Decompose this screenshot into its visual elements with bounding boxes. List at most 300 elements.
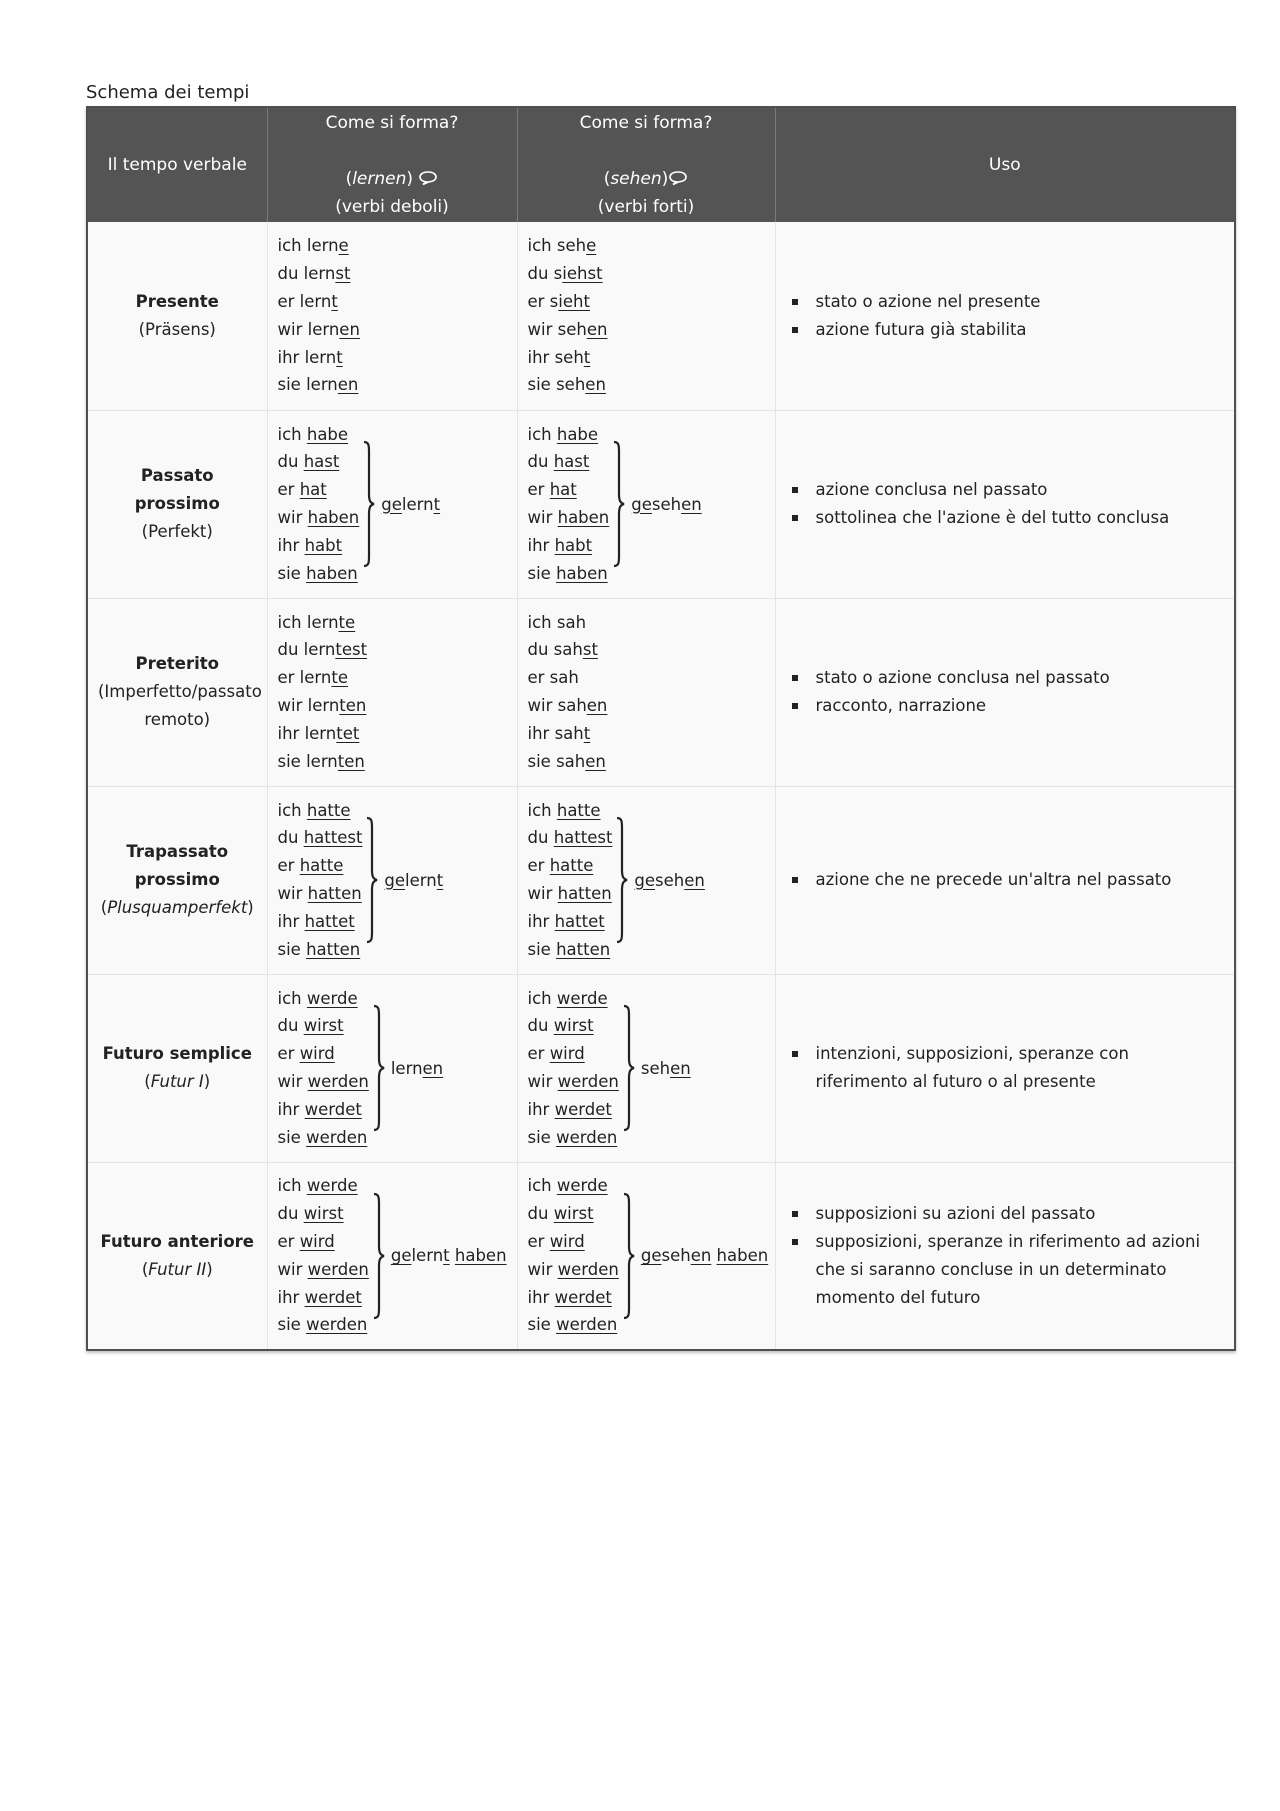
conjugation-block: [278, 232, 507, 399]
conjugation-list: [278, 421, 360, 588]
underlined-ending: haben: [307, 508, 360, 527]
conjugation-line: [278, 344, 360, 372]
underlined-ending: hatten: [306, 939, 361, 959]
underlined-ending: t: [331, 291, 338, 311]
text-segment: er lern: [277, 291, 332, 311]
tense-german-name: (Futur II): [141, 1259, 213, 1279]
text-segment: wir: [527, 1259, 558, 1279]
text-segment: er: [527, 1044, 550, 1064]
conjugation-block: [278, 985, 507, 1152]
underlined-ending: t: [436, 870, 444, 890]
text-segment: wir sah: [527, 696, 587, 715]
underlined-ending: st: [335, 264, 351, 284]
text-segment: sie: [277, 563, 307, 583]
underlined-ending: werde: [556, 1176, 608, 1196]
text-segment: wir lern: [277, 319, 340, 339]
participle-form: [391, 1246, 507, 1265]
conjugation-line: [278, 421, 360, 449]
text-segment: ich: [277, 988, 307, 1008]
underlined-ending: werden: [557, 1072, 619, 1091]
weak-conjugation-cell: [267, 974, 517, 1162]
underlined-ending: wirst: [303, 1016, 344, 1036]
conjugation-line: [528, 1124, 619, 1152]
underlined-ending: haben: [556, 563, 608, 583]
conjugation-line: [528, 936, 613, 964]
conjugation-list: [278, 985, 369, 1152]
weak-conjugation-cell: [267, 598, 517, 786]
underlined-ending: haben: [557, 508, 610, 527]
usage-cell: [775, 1162, 1235, 1350]
conjugation-line: [528, 1012, 619, 1040]
conjugation-block: [278, 797, 507, 964]
underlined-ending: habe: [306, 424, 349, 444]
conjugation-list: [528, 421, 610, 588]
text-segment: ihr: [527, 1287, 555, 1307]
underlined-ending: ge: [390, 1246, 412, 1266]
conjugation-block: [528, 421, 765, 588]
curly-brace-icon: [363, 440, 375, 568]
underlined-ending: werde: [306, 1176, 358, 1196]
underlined-ending: wird: [549, 1044, 585, 1064]
underlined-ending: werden: [307, 1072, 369, 1091]
conjugation-line: [528, 908, 613, 936]
usage-item: stato o azione nel presente: [790, 288, 1225, 316]
text-segment: er: [527, 856, 550, 876]
text-segment: ich lern: [277, 236, 339, 256]
conjugation-line: [278, 985, 369, 1013]
conjugation-block: [528, 609, 765, 776]
underlined-ending: ieh: [558, 291, 584, 311]
conjugation-line: [278, 1068, 369, 1096]
curly-brace-icon: [613, 440, 625, 568]
tense-name-cell: [87, 1162, 267, 1350]
usage-item: stato o azione conclusa nel passato: [790, 664, 1225, 692]
underlined-ending: en: [339, 319, 360, 339]
underlined-ending: hatten: [307, 884, 362, 903]
text-segment: du: [277, 1204, 304, 1224]
conjugation-line: [278, 1256, 369, 1284]
underlined-ending: hatte: [549, 856, 594, 876]
tense-german-name: (Perfekt): [141, 522, 213, 541]
participle-form: [391, 1059, 443, 1078]
text-segment: ich lern: [277, 612, 339, 632]
conjugation-line: [528, 1228, 619, 1256]
conjugation-line: [528, 504, 610, 532]
conjugation-line: [528, 260, 608, 288]
conjugation-line: [528, 609, 608, 637]
conjugation-line: [528, 797, 613, 825]
conjugation-line: [278, 232, 360, 260]
text-segment: ich: [527, 800, 557, 820]
usage-item: racconto, narrazione: [790, 692, 1225, 720]
text-segment: du: [527, 828, 554, 848]
text-segment: er s: [527, 291, 559, 311]
text-segment: sie: [277, 939, 307, 959]
underlined-ending: werdet: [304, 1287, 362, 1307]
conjugation-line: [278, 748, 368, 776]
tense-name: Futuro anteriore: [100, 1231, 254, 1251]
conjugation-line: [528, 636, 608, 664]
conjugation-line: [278, 908, 363, 936]
conjugation-line: [528, 852, 613, 880]
participle-form: [634, 871, 704, 890]
conjugation-line: [528, 421, 610, 449]
underlined-ending: hast: [303, 452, 340, 472]
strong-conjugation-cell: [517, 1162, 775, 1350]
underlined-ending: hast: [553, 452, 590, 472]
underlined-ending: werdet: [554, 1287, 612, 1307]
strong-conjugation-cell: [517, 598, 775, 786]
underlined-ending: hatten: [556, 939, 611, 959]
usage-list: [786, 1200, 1225, 1311]
underlined-ending: en: [684, 870, 705, 890]
usage-item: supposizioni su azioni del passato: [790, 1200, 1225, 1228]
underlined-ending: en: [585, 751, 606, 771]
text-segment: wir: [277, 884, 308, 903]
underlined-ending: hat: [549, 480, 577, 500]
conjugation-line: [528, 748, 608, 776]
text-segment: ihr: [277, 911, 305, 931]
text-segment: ich: [277, 800, 307, 820]
underlined-ending: t: [583, 723, 591, 743]
strong-conjugation-cell: [517, 786, 775, 974]
conjugation-block: [528, 797, 765, 964]
underlined-ending: werdet: [304, 1099, 362, 1119]
usage-cell: [775, 222, 1235, 410]
text-segment: ihr lern: [277, 347, 337, 367]
underlined-ending: e: [338, 236, 349, 256]
conjugation-block: [278, 1172, 507, 1339]
underlined-ending: en: [690, 1246, 712, 1266]
weak-conjugation-cell: [267, 1162, 517, 1350]
participle-form: [641, 1246, 768, 1265]
conjugation-line: [528, 1256, 619, 1284]
underlined-ending: wirst: [303, 1204, 344, 1224]
tense-name-cell: [87, 410, 267, 598]
text-segment: lern: [411, 1246, 444, 1266]
text-segment: ich sah: [527, 612, 587, 632]
text-segment: du: [527, 1016, 554, 1036]
tense-name-cell: [87, 974, 267, 1162]
conjugation-list: [528, 1172, 619, 1339]
conjugation-line: [278, 692, 368, 720]
text-segment: ihr: [527, 911, 555, 931]
underlined-ending: hattet: [554, 911, 605, 931]
conjugation-line: [528, 880, 613, 908]
usage-list: [786, 866, 1225, 894]
tense-name: Futuro semplice: [102, 1044, 252, 1063]
strong-conjugation-cell: [517, 410, 775, 598]
text-segment: du: [527, 1204, 554, 1224]
underlined-ending: en: [585, 375, 606, 395]
underlined-ending: werdet: [554, 1099, 612, 1119]
conjugation-list: [278, 609, 368, 776]
underlined-ending: t: [336, 347, 343, 367]
conjugation-line: [528, 448, 610, 476]
conjugation-line: [528, 1284, 619, 1312]
speech-bubble-icon[interactable]: [668, 170, 688, 186]
conjugation-line: [278, 1311, 369, 1339]
text-segment: wir: [527, 508, 558, 527]
underlined-ending: en: [337, 375, 359, 395]
header-strong-line1: Come si forma?: [579, 113, 713, 133]
tense-name-cell: [87, 598, 267, 786]
underlined-ending: test: [335, 640, 368, 660]
strong-conjugation-cell: [517, 222, 775, 410]
text-segment: lern: [405, 870, 437, 890]
underlined-ending: en: [586, 696, 608, 715]
table-body: [87, 222, 1235, 1350]
text-segment: wir: [277, 508, 308, 527]
underlined-ending: t: [443, 1246, 450, 1266]
text-segment: ihr: [527, 535, 555, 555]
underlined-ending: haben: [306, 563, 358, 583]
participle-form: [381, 495, 440, 514]
underlined-ending: st: [582, 640, 598, 660]
text-segment: lern: [401, 494, 434, 514]
conjugation-line: [528, 371, 608, 399]
conjugation-block: [278, 609, 507, 776]
usage-item: intenzioni, supposizioni, speranze con riferimento al futuro o al presente: [790, 1040, 1225, 1096]
conjugation-line: [278, 1200, 369, 1228]
participle-form: [641, 1059, 691, 1078]
conjugation-line: [528, 1068, 619, 1096]
conjugation-line: [278, 797, 363, 825]
participle-form: [631, 495, 701, 514]
conjugation-line: [278, 532, 360, 560]
underlined-ending: en: [681, 494, 702, 514]
underlined-ending: wird: [299, 1231, 335, 1251]
text-segment: sie lern: [277, 375, 338, 395]
underlined-ending: wird: [299, 1044, 335, 1064]
conjugation-line: [278, 720, 368, 748]
conjugation-line: [278, 1040, 369, 1068]
weak-conjugation-cell: [267, 410, 517, 598]
text-segment: sie sah: [527, 751, 586, 771]
usage-list: [786, 476, 1225, 532]
text-segment: ihr sah: [527, 723, 584, 743]
usage-cell: [775, 974, 1235, 1162]
underlined-ending: hatten: [557, 884, 612, 903]
underlined-ending: hattest: [553, 828, 613, 848]
header-weak-verbs: Come si forma? (lernen) (verbi deboli): [267, 107, 517, 222]
text-segment: ihr: [527, 1099, 555, 1119]
table-row: [87, 1162, 1235, 1350]
underlined-ending: haben: [454, 1246, 507, 1266]
text-segment: du lern: [277, 640, 336, 660]
underlined-ending: werden: [306, 1127, 368, 1147]
tense-german-name: (Präsens): [138, 319, 216, 339]
text-segment: du sah: [527, 640, 583, 660]
text-segment: du: [527, 452, 554, 472]
underlined-ending: wirst: [553, 1204, 594, 1224]
underlined-ending: ge: [384, 870, 406, 890]
usage-list: [786, 664, 1225, 720]
header-tense: Il tempo verbale: [87, 107, 267, 222]
underlined-ending: st: [587, 264, 603, 284]
weak-conjugation-cell: [267, 222, 517, 410]
conjugation-list: [528, 609, 608, 776]
tense-german-name: (Plusquamperfekt): [100, 898, 254, 917]
usage-list: [786, 288, 1225, 344]
underlined-ending: hatte: [299, 856, 344, 876]
document-title: Schema dei tempi: [86, 82, 250, 103]
conjugation-line: [278, 1284, 369, 1312]
text-segment: er: [527, 480, 550, 500]
conjugation-line: [528, 344, 608, 372]
underlined-ending: ge: [381, 494, 402, 514]
text-segment: sie: [277, 1127, 307, 1147]
header-weak-line1: Come si forma?: [325, 113, 459, 133]
curly-brace-icon: [373, 1192, 385, 1320]
conjugation-line: [528, 692, 608, 720]
conjugation-line: [528, 232, 608, 260]
text-segment: seh: [661, 1246, 691, 1266]
text-segment: du: [277, 828, 304, 848]
conjugation-line: [528, 1172, 619, 1200]
underlined-ending: t: [583, 347, 591, 367]
conjugation-line: [528, 1311, 619, 1339]
text-segment: ihr: [277, 535, 305, 555]
text-segment: er: [277, 856, 300, 876]
conjugation-line: [278, 1124, 369, 1152]
usage-item: azione che ne precede un'altra nel passato: [790, 866, 1225, 894]
header-weak-verb: lernen: [352, 169, 407, 189]
conjugation-line: [528, 720, 608, 748]
conjugation-line: [528, 1096, 619, 1124]
header-strong-verb: sehen: [610, 169, 662, 189]
underlined-ending: t: [433, 494, 441, 514]
conjugation-list: [528, 985, 619, 1152]
text-segment: ich: [527, 988, 557, 1008]
tense-table: [86, 106, 1236, 1351]
conjugation-line: [278, 316, 360, 344]
usage-cell: [775, 410, 1235, 598]
text-segment: er: [277, 480, 300, 500]
text-segment: wir: [277, 1072, 308, 1091]
usage-item: azione conclusa nel passato: [790, 476, 1225, 504]
text-segment: wir lern: [277, 696, 340, 715]
conjugation-line: [278, 609, 368, 637]
conjugation-line: [278, 1096, 369, 1124]
text-segment: ich seh: [527, 236, 587, 256]
table-row: [87, 786, 1235, 974]
underlined-ending: werden: [556, 1127, 618, 1147]
conjugation-line: [528, 288, 608, 316]
conjugation-list: [528, 797, 613, 964]
tense-name: Presente: [135, 291, 219, 311]
tense-name-cell: [87, 786, 267, 974]
conjugation-block: [278, 421, 507, 588]
underlined-ending: habt: [304, 535, 343, 555]
underlined-ending: haben: [716, 1246, 769, 1266]
text-segment: wir: [277, 1259, 308, 1279]
text-segment: sie: [527, 1127, 557, 1147]
conjugation-line: [528, 824, 613, 852]
conjugation-list: [278, 1172, 369, 1339]
underlined-ending: ge: [631, 494, 652, 514]
underlined-ending: hattet: [304, 911, 355, 931]
text-segment: ich: [527, 424, 557, 444]
tense-german-name: (Futur I): [144, 1072, 211, 1091]
tense-name: Passato prossimo: [134, 466, 220, 513]
text-segment: du: [277, 1016, 304, 1036]
conjugation-line: [528, 664, 608, 692]
text-segment: sie lern: [277, 751, 338, 771]
conjugation-line: [278, 1012, 369, 1040]
underlined-ending: wird: [549, 1231, 585, 1251]
underlined-ending: te: [338, 612, 356, 632]
underlined-ending: werden: [556, 1315, 618, 1335]
text-segment: sie seh: [527, 375, 586, 395]
underlined-ending: ten: [337, 751, 365, 771]
tense-name: Preterito: [135, 654, 219, 673]
conjugation-line: [278, 560, 360, 588]
text-segment: du s: [527, 264, 563, 284]
usage-cell: [775, 598, 1235, 786]
text-segment: sie: [277, 1315, 307, 1335]
text-segment: er lern: [277, 668, 332, 688]
conjugation-block: [528, 985, 765, 1152]
curly-brace-icon: [616, 816, 628, 944]
conjugation-line: [528, 1040, 619, 1068]
underlined-ending: tet: [336, 723, 360, 743]
underlined-ending: werden: [307, 1259, 369, 1279]
text-segment: er: [527, 1231, 550, 1251]
underlined-ending: habt: [554, 535, 593, 555]
tense-name: Trapassato prossimo: [126, 842, 229, 889]
underlined-ending: t: [583, 291, 590, 311]
conjugation-line: [278, 664, 368, 692]
usage-item: azione futura già stabilita: [790, 316, 1225, 344]
conjugation-line: [528, 476, 610, 504]
underlined-ending: ge: [640, 1246, 662, 1266]
table-row: [87, 222, 1235, 410]
text-segment: er sah: [527, 668, 579, 688]
text-segment: seh: [640, 1058, 671, 1078]
underlined-ending: werde: [556, 988, 608, 1008]
underlined-ending: wirst: [553, 1016, 594, 1036]
text-segment: lern: [390, 1058, 423, 1078]
conjugation-line: [278, 1228, 369, 1256]
header-usage: Uso: [775, 107, 1235, 222]
text-segment: du lern: [277, 264, 336, 284]
curly-brace-icon: [366, 816, 378, 944]
header-strong-verbs: Come si forma? (sehen) (verbi forti): [517, 107, 775, 222]
conjugation-line: [528, 1200, 619, 1228]
conjugation-line: [278, 288, 360, 316]
text-segment: sie: [527, 1315, 557, 1335]
text-segment: ich: [527, 1176, 557, 1196]
underlined-ending: en: [422, 1058, 444, 1078]
conjugation-block: [528, 232, 765, 399]
curly-brace-icon: [373, 1004, 385, 1132]
text-segment: sie: [527, 939, 557, 959]
table-row: [87, 410, 1235, 598]
text-segment: ihr lern: [277, 723, 337, 743]
tense-german-name: (Imperfetto/passato remoto): [98, 682, 262, 729]
table-row: [87, 598, 1235, 786]
conjugation-list: [278, 797, 363, 964]
usage-cell: [775, 786, 1235, 974]
conjugation-line: [278, 260, 360, 288]
conjugation-line: [278, 880, 363, 908]
conjugation-line: [278, 824, 363, 852]
conjugation-list: [278, 232, 360, 399]
underlined-ending: ieh: [562, 264, 588, 284]
speech-bubble-icon[interactable]: [418, 170, 438, 186]
text-segment: wir: [527, 884, 558, 903]
